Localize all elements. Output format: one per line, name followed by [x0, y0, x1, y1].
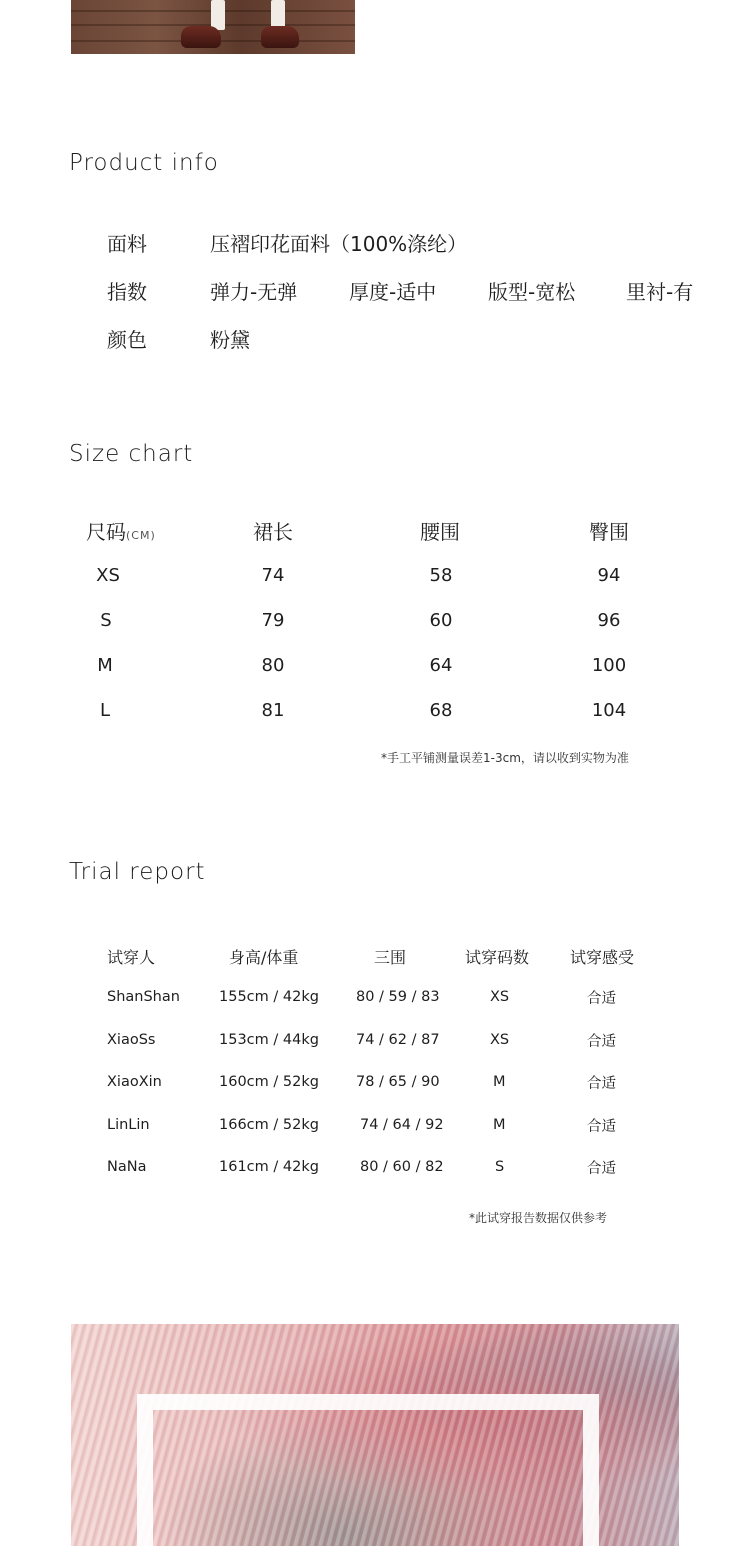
trial-cell-height-weight: 161cm / 42kg [219, 1159, 319, 1175]
size-cell: 100 [591, 655, 627, 676]
fabric-value: 压褶印花面料（100%涤纶） [210, 232, 468, 256]
size-header-waist: 腰围 [420, 520, 460, 544]
trial-cell-measurements: 74 / 64 / 92 [360, 1117, 444, 1133]
trial-cell-measurements: 80 / 59 / 83 [356, 989, 440, 1005]
trial-cell-feeling: 合适 [587, 1076, 616, 1092]
trial-cell-height-weight: 166cm / 52kg [219, 1117, 319, 1133]
trial-cell-feeling: 合适 [587, 991, 616, 1007]
trial-cell-feeling: 合适 [587, 1119, 616, 1135]
trial-cell-size: S [495, 1159, 505, 1175]
trial-cell-height-weight: 155cm / 42kg [219, 989, 319, 1005]
size-cell: 68 [429, 700, 453, 721]
trial-cell-height-weight: 153cm / 44kg [219, 1032, 319, 1048]
size-cell: L [99, 700, 111, 721]
trial-cell-name: LinLin [107, 1117, 150, 1133]
size-cell: S [100, 610, 112, 631]
size-header-label: 尺码 [86, 520, 126, 544]
trial-header-height-weight: 身高/体重 [229, 948, 299, 967]
product-photo-top [71, 0, 355, 54]
trial-cell-name: XiaoSs [107, 1032, 156, 1048]
trial-cell-name: XiaoXin [107, 1074, 162, 1090]
size-unit: (CM) [126, 529, 156, 542]
fabric-label: 面料 [107, 232, 147, 256]
trial-header-feeling: 试穿感受 [570, 948, 635, 967]
size-chart-note: *手工平铺测量误差1-3cm，请以收到实物为准 [381, 751, 629, 765]
trial-cell-measurements: 74 / 62 / 87 [356, 1032, 440, 1048]
trial-cell-feeling: 合适 [587, 1161, 616, 1177]
trial-cell-size: XS [490, 989, 510, 1005]
trial-header-size: 试穿码数 [465, 948, 530, 967]
trial-cell-size: M [493, 1074, 506, 1090]
size-cell: 104 [591, 700, 627, 721]
trial-cell-measurements: 78 / 65 / 90 [356, 1074, 440, 1090]
color-value: 粉黛 [210, 328, 250, 352]
trial-header-measurements: 三围 [374, 948, 407, 967]
size-header-size [86, 516, 196, 545]
size-header-length: 裙长 [253, 520, 293, 544]
trial-header-name: 试穿人 [107, 948, 156, 967]
size-cell: 60 [429, 610, 453, 631]
size-chart-title: Size chart [69, 441, 194, 467]
size-cell: 96 [597, 610, 621, 631]
index-lining: 里衬-有 [626, 280, 694, 304]
trial-report-note: *此试穿报告数据仅供参考 [469, 1211, 608, 1225]
size-cell: 94 [597, 565, 621, 586]
trial-cell-height-weight: 160cm / 52kg [219, 1074, 319, 1090]
product-info-title: Product info [69, 150, 219, 176]
size-cell: XS [96, 565, 120, 586]
trial-cell-name: ShanShan [107, 989, 180, 1005]
size-cell: M [97, 655, 113, 676]
size-cell: 64 [429, 655, 453, 676]
size-cell: 58 [429, 565, 453, 586]
size-cell: 80 [261, 655, 285, 676]
size-header-hip: 臀围 [589, 520, 629, 544]
trial-cell-feeling: 合适 [587, 1034, 616, 1050]
trial-cell-name: NaNa [107, 1159, 147, 1175]
size-cell: 79 [261, 610, 285, 631]
index-thickness: 厚度-适中 [349, 280, 437, 304]
color-label: 颜色 [107, 328, 147, 352]
trial-cell-size: XS [490, 1032, 510, 1048]
size-cell: 74 [261, 565, 285, 586]
product-photo-bottom [71, 1324, 679, 1546]
index-elasticity: 弹力-无弹 [210, 280, 298, 304]
photo-frame [137, 1394, 599, 1546]
trial-report-title: Trial report [69, 859, 206, 885]
trial-cell-measurements: 80 / 60 / 82 [360, 1159, 444, 1175]
index-label: 指数 [107, 280, 147, 304]
index-fit: 版型-宽松 [488, 280, 576, 304]
trial-cell-size: M [493, 1117, 506, 1133]
size-cell: 81 [261, 700, 285, 721]
